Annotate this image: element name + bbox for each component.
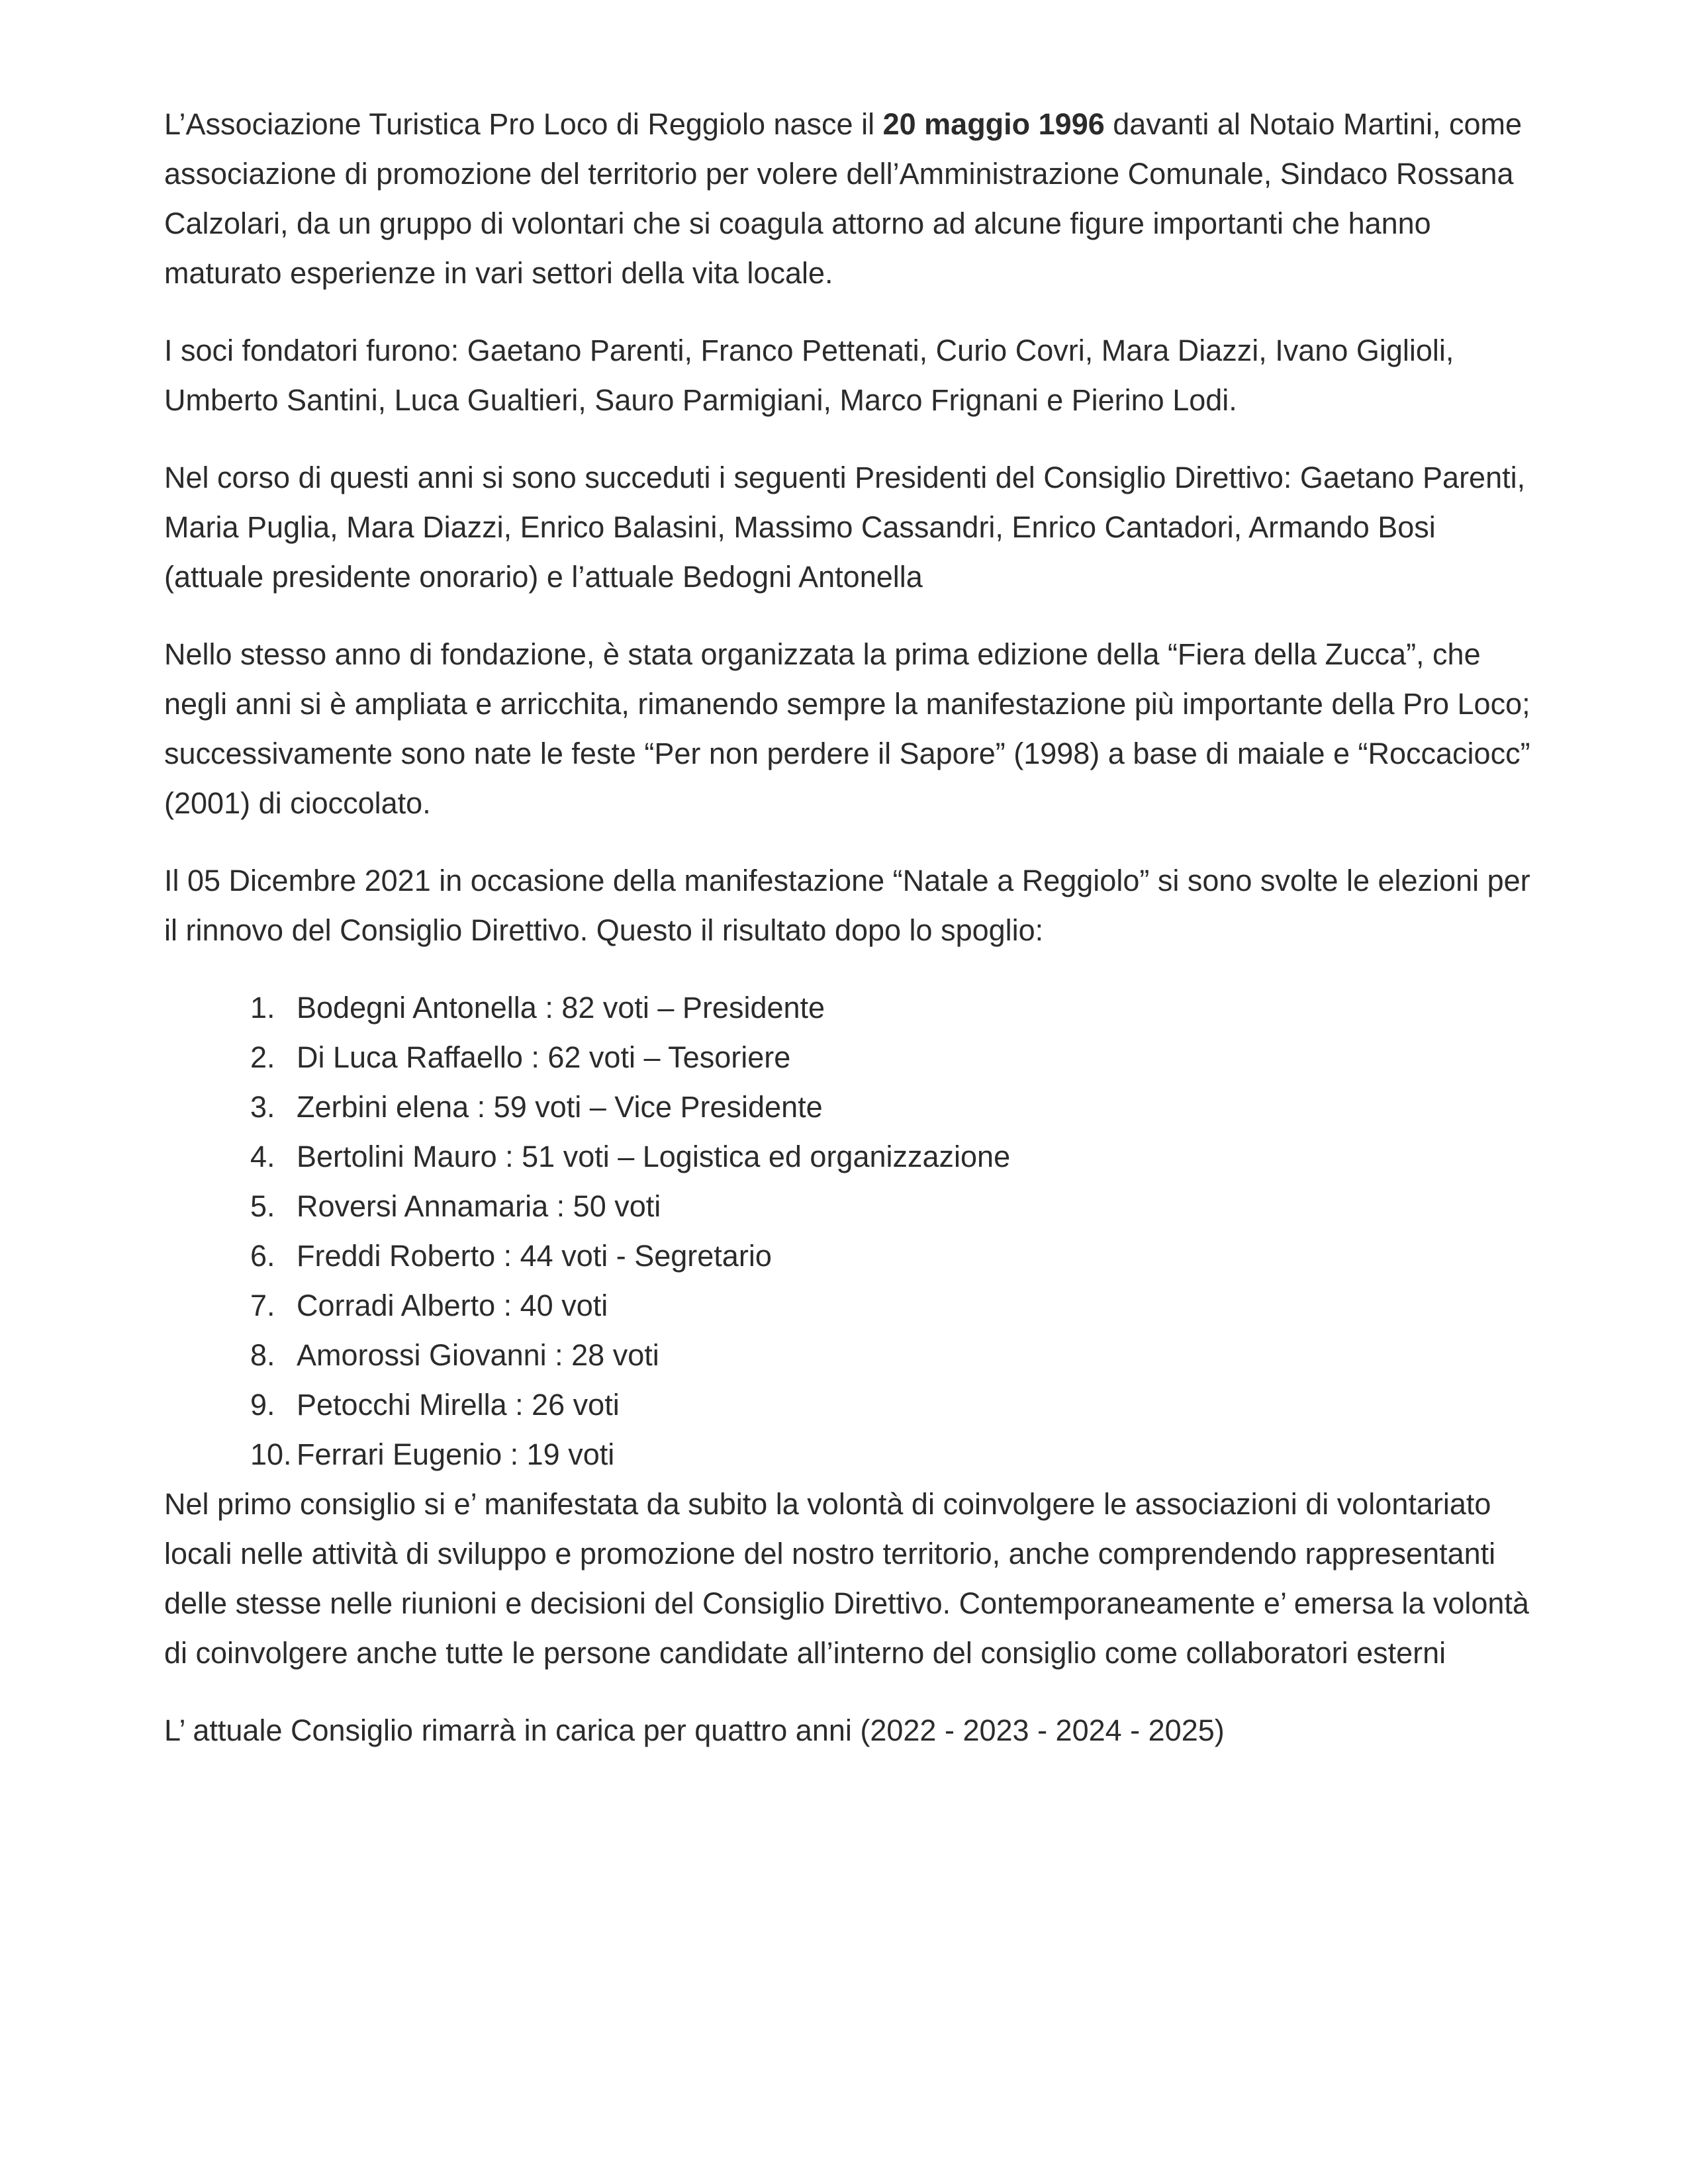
list-item xyxy=(250,1281,1534,1330)
list-item-number: 8. xyxy=(250,1338,275,1372)
election-results-list xyxy=(164,983,1534,1479)
list-item-text: Bodegni Antonella : 82 voti – Presidente xyxy=(297,991,825,1024)
list-item-text: Di Luca Raffaello : 62 voti – Tesoriere xyxy=(297,1040,791,1074)
list-item xyxy=(250,1380,1534,1430)
list-item xyxy=(250,1132,1534,1181)
list-item-text: Ferrari Eugenio : 19 voti xyxy=(297,1437,615,1471)
list-item-text: Roversi Annamaria : 50 voti xyxy=(297,1189,661,1223)
intro-paragraph xyxy=(164,99,1534,298)
term-paragraph: L’ attuale Consiglio rimarrà in carica per quattro anni (2022 - 2023 - 2024 - 2025) xyxy=(164,1713,1225,1747)
list-item-number: 6. xyxy=(250,1239,275,1273)
first-council-paragraph: Nel primo consiglio si e’ manifestata da subito la volontà di coinvolgere le associazioni di volontariato locali nelle attività di sviluppo e promozione del nostro territorio, anche comprendendo rappresentanti delle stesse nelle riunioni e decisioni del Consiglio Direttivo. Contemporaneamente e’ emersa la volontà di coinvolgere anche tutte le persone candidate all’interno del consiglio come collaboratori esterni xyxy=(164,1487,1529,1670)
intro-text-after: davanti al Notaio Martini, come associazione di promozione del territorio per volere dell’Amministrazione Comunale, Sindaco Rossana Calzolari, da un gruppo di volontari che si coagula attorno ad alcune figure importanti che hanno maturato esperienze in vari settori della vita locale. xyxy=(164,107,1523,290)
list-item xyxy=(250,1032,1534,1082)
list-item-number: 1. xyxy=(250,991,275,1024)
list-item-text: Amorossi Giovanni : 28 voti xyxy=(297,1338,659,1372)
elections-paragraph: Il 05 Dicembre 2021 in occasione della manifestazione “Natale a Reggiolo” si sono svolte le elezioni per il rinnovo del Consiglio Direttivo. Questo il risultato dopo lo spoglio: xyxy=(164,864,1530,947)
list-item-number: 3. xyxy=(250,1090,275,1124)
list-item-text: Petocchi Mirella : 26 voti xyxy=(297,1388,620,1422)
list-item-text: Freddi Roberto : 44 voti - Segretario xyxy=(297,1239,772,1273)
list-item-number: 4. xyxy=(250,1140,275,1173)
founders-paragraph: I soci fondatori furono: Gaetano Parenti, Franco Pettenati, Curio Covri, Mara Diazzi, Ivano Giglioli, Umberto Santini, Luca Gualtieri, Sauro Parmigiani, Marco Frignani e Pierino Lodi. xyxy=(164,334,1454,417)
list-item xyxy=(250,1181,1534,1231)
list-item-text: Bertolini Mauro : 51 voti – Logistica ed organizzazione xyxy=(297,1140,1011,1173)
list-item-number: 9. xyxy=(250,1388,275,1422)
intro-text-before: L’Associazione Turistica Pro Loco di Reggiolo nasce il xyxy=(164,107,883,141)
founding-date: 20 maggio 1996 xyxy=(882,107,1105,141)
list-item-number: 10. xyxy=(250,1437,292,1471)
events-paragraph: Nello stesso anno di fondazione, è stata organizzata la prima edizione della “Fiera della Zucca”, che negli anni si è ampliata e arricchita, rimanendo sempre la manifestazione più importante della Pro Loco; successivamente sono nate le feste “Per non perdere il Sapore” (1998) a base di maiale e “Roccaciocc” (2001) di cioccolato. xyxy=(164,637,1530,820)
list-item xyxy=(250,1430,1534,1479)
list-item-text: Corradi Alberto : 40 voti xyxy=(297,1289,608,1322)
list-item xyxy=(250,1231,1534,1281)
list-item-number: 5. xyxy=(250,1189,275,1223)
list-item-text: Zerbini elena : 59 voti – Vice Presidente xyxy=(297,1090,823,1124)
presidents-paragraph: Nel corso di questi anni si sono succeduti i seguenti Presidenti del Consiglio Direttivo: Gaetano Parenti, Maria Puglia, Mara Diazzi, Enrico Balasini, Massimo Cassandri, Enrico Cantadori, Armando Bosi (attuale presidente onorario) e l’attuale Bedogni Antonella xyxy=(164,461,1526,594)
document-page xyxy=(164,99,1534,1755)
list-item-number: 2. xyxy=(250,1040,275,1074)
list-item xyxy=(250,1082,1534,1132)
list-item xyxy=(250,1330,1534,1380)
list-item xyxy=(250,983,1534,1032)
list-item-number: 7. xyxy=(250,1289,275,1322)
